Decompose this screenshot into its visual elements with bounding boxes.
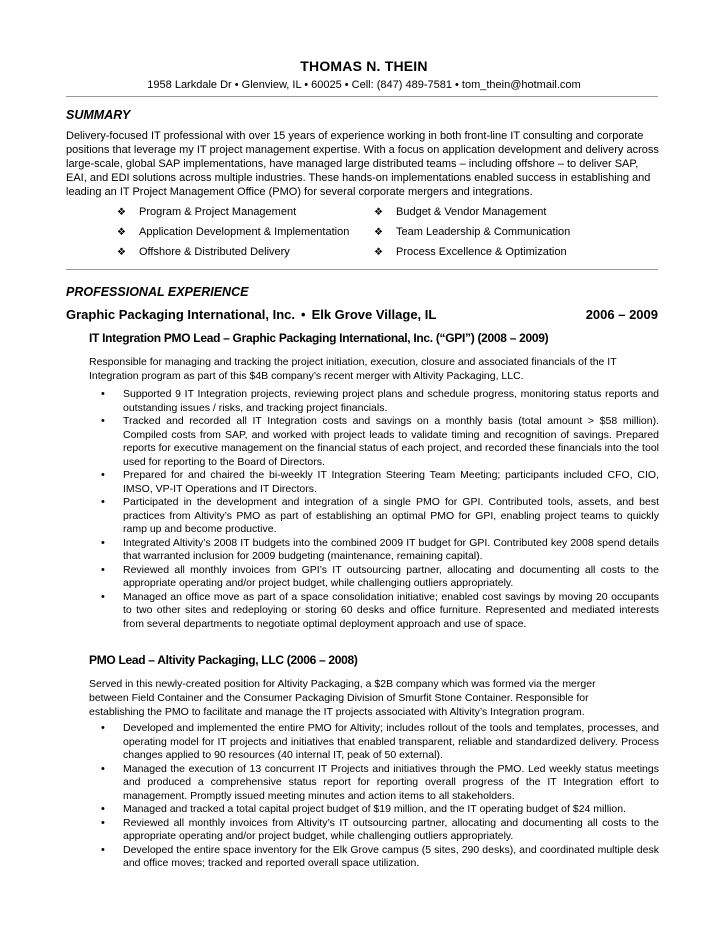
list-item: • Managed an office move as part of a space consolidation initiative; enabled cost savings by moving 20 occupants to two other sites and redeploying or storing 60 desks and office furniture. Represented and mediated interests from several departments to negotiate optimal deployment approach and use of space. xyxy=(101,590,659,630)
list-item: • Reviewed all monthly invoices from GPI’s IT outsourcing partner, allocating and documenting all costs to the appropriate operating and/or project budget, while challenging outliers appropriately. xyxy=(101,563,659,589)
diamond-bullet-icon: ❖ xyxy=(117,247,126,258)
diamond-bullet-icon: ❖ xyxy=(374,227,383,238)
bullet-icon: • xyxy=(101,536,105,549)
list-item: • Integrated Altivity’s 2008 IT budgets into the combined 2009 IT budget for GPI. Contributed key 2008 spend details that warranted inclusion for 2009 budgeting (maintenance, remaining capital). xyxy=(101,536,659,562)
employment-dates: 2006 – 2009 xyxy=(585,307,658,322)
diamond-bullet-icon: ❖ xyxy=(374,207,383,218)
bullet-icon: • xyxy=(101,415,105,427)
header-divider xyxy=(66,96,658,97)
candidate-name: THOMAS N. THEIN xyxy=(300,58,428,74)
summary-text: Delivery-focused IT professional with over 15 years of experience working in both front-line IT consulting and corporate positions that leverage my IT project management expertise. With a focus on application development and delivery across large-scale, global SAP implementations, have managed large distributed teams – including offshore – to deliver SAP, EAI, and EDI solutions across multiple industries. These hands-on implementations enabled success in establishing and leading an IT Project Management Office (PMO) for several corporate mergers and integrations. xyxy=(66,130,659,198)
competency-item: ❖ Program & Project Management xyxy=(117,206,297,218)
role-description: Responsible for managing and tracking the project initiation, execution, closure and associated financials of the IT Integration program as part of this $4B company’s recent merger with Altivity Packaging, LLC. xyxy=(89,356,617,382)
bullet-icon: • xyxy=(101,469,105,481)
competency-item: ❖ Budget & Vendor Management xyxy=(374,206,547,218)
bullet-icon: • xyxy=(101,590,105,603)
company-separator: • xyxy=(301,307,306,322)
bullet-icon: • xyxy=(101,496,105,508)
bullet-icon: • xyxy=(101,816,105,829)
role-title: IT Integration PMO Lead – Graphic Packaging International, Inc. (“GPI”) (2008 – 2009) xyxy=(89,331,549,345)
company-location: Elk Grove Village, IL xyxy=(311,307,437,322)
role-bullets xyxy=(99,388,659,631)
list-item: • Managed the execution of 13 concurrent IT Projects and initiatives through the PMO. Led weekly status meetings and produced a comprehensive status report for reporting overall progress of the IT Integration effort to management. Promptly issued meeting minutes and action items to all stakeholders. xyxy=(101,762,659,802)
competency-item: ❖ Application Development & Implementation xyxy=(117,226,350,238)
list-item: • Tracked and recorded all IT Integration costs and savings on a monthly basis (total amount > $58 million). Compiled costs from SAP, and worked with project leads to validate timing and recognition of savings. Prepared reports for executive management on the financial status of each project, and recorded these financials into the tool used for reporting to the Board of Directors. xyxy=(101,415,659,468)
list-item: • Managed and tracked a total capital project budget of $19 million, and the IT operating budget of $24 million. xyxy=(101,803,626,815)
bullet-icon: • xyxy=(101,563,105,576)
bullet-icon: • xyxy=(101,388,105,400)
bullet-icon: • xyxy=(101,722,105,734)
summary-heading: SUMMARY xyxy=(66,108,131,122)
competency-item: ❖ Process Excellence & Optimization xyxy=(374,246,567,258)
bullet-icon: • xyxy=(101,843,105,856)
competency-item: ❖ Offshore & Distributed Delivery xyxy=(117,246,290,258)
role-title: PMO Lead – Altivity Packaging, LLC (2006 – 2008) xyxy=(89,653,358,667)
bullet-icon: • xyxy=(101,803,105,815)
diamond-bullet-icon: ❖ xyxy=(374,247,383,258)
list-item: • Developed the entire space inventory for the Elk Grove campus (5 sites, 290 desks), and coordinated multiple desk and office moves; tracked and reported overall space utilization. xyxy=(101,843,659,869)
competency-item: ❖ Team Leadership & Communication xyxy=(374,226,571,238)
contact-info: 1958 Larkdale Dr • Glenview, IL • 60025 • Cell: (847) 489-7581 • tom_thein@hotmail.com xyxy=(147,79,581,91)
list-item: • Reviewed all monthly invoices from Altivity’s IT outsourcing partner, allocating and documenting all costs to the appropriate operating and/or project budget, while challenging outliers appropriately. xyxy=(101,816,659,842)
experience-heading: PROFESSIONAL EXPERIENCE xyxy=(66,285,249,299)
list-item: • Supported 9 IT Integration projects, reviewing project plans and schedule progress, monitoring status reports and outstanding issues / risks, and tracking project financials. xyxy=(101,388,659,414)
diamond-bullet-icon: ❖ xyxy=(117,227,126,238)
list-item: • Participated in the development and integration of a single PMO for GPI. Contributed tools, assets, and best practices from Altivity’s PMO as part of establishing an optimal PMO for GPI, enabling project teams to quickly ramp up and become productive. xyxy=(101,496,659,535)
bullet-icon: • xyxy=(101,762,105,775)
role-bullets xyxy=(99,722,659,871)
company-name: Graphic Packaging International, Inc. xyxy=(66,307,295,322)
role-description: Served in this newly-created position for Altivity Packaging, a $2B company which was formed via the merger between Field Container and the Consumer Packaging Division of Smurfit Stone Container. Responsible for establishing the PMO to facilitate and manage the IT projects associated with Altivity’s Integration program. xyxy=(89,678,596,718)
list-item: • Prepared for and chaired the bi-weekly IT Integration Steering Team Meeting; participants included CFO, CIO, IMSO, VP-IT Operations and IT Directors. xyxy=(101,469,659,495)
list-item: • Developed and implemented the entire PMO for Altivity; includes rollout of the tools and templates, processes, and operating model for IT projects and initiatives that enabled transparent, reliable and standardized delivery. Process changes applied to 90 resources (40 internal IT, peak of 50 external). xyxy=(101,722,659,761)
company-line xyxy=(66,307,658,322)
summary-divider xyxy=(66,269,658,270)
diamond-bullet-icon: ❖ xyxy=(117,207,126,218)
